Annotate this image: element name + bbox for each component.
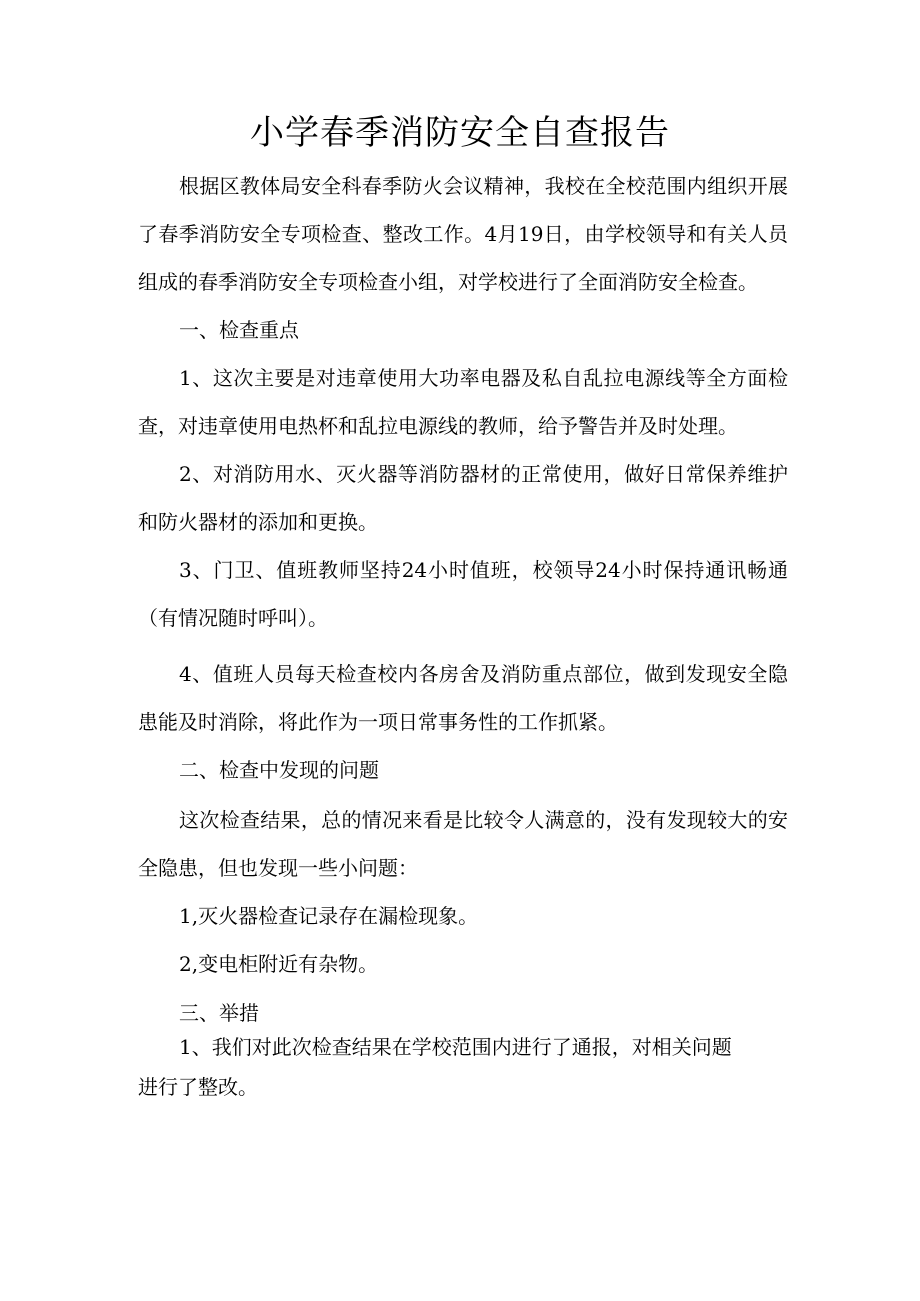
focus-item-2: 2、对消防用水、灭火器等消防器材的正常使用，做好日常保养维护和防火器材的添加和更换。: [138, 462, 788, 534]
intro-paragraph: 根据区教体局安全科春季防火会议精神，我校在全校范围内组织开展了春季消防安全专项检查、整改工作。4月19日，由学校领导和有关人员组成的春季消防安全专项检查小组，对学校进行了全面消防安全检查。: [138, 174, 788, 294]
focus-item-4: 4、值班人员每天检查校内各房舍及消防重点部位，做到发现安全隐患能及时消除，将此作为一项日常事务性的工作抓紧。: [138, 662, 788, 734]
problem-item-2: 2,变电柜附近有杂物。: [179, 952, 379, 976]
measure-item-1-continuation: 进行了整改。: [138, 1075, 258, 1099]
problems-summary-paragraph: 这次检查结果，总的情况来看是比较令人满意的，没有发现较大的安全隐患，但也发现一些小问题：: [138, 808, 788, 880]
section-heading-problems-found: 二、检查中发现的问题: [179, 758, 379, 782]
focus-item-3: 3、门卫、值班教师坚持24小时值班，校领导24小时保持通讯畅通（有情况随时呼叫）。: [138, 558, 788, 630]
problem-item-1: 1,灭火器检查记录存在漏检现象。: [179, 904, 479, 928]
section-heading-inspection-focus: 一、检查重点: [179, 318, 299, 342]
document-title: 小学春季消防安全自查报告: [250, 113, 670, 153]
measure-item-1: 1、我们对此次检查结果在学校范围内进行了通报，对相关问题: [179, 1035, 732, 1059]
focus-item-1: 1、这次主要是对违章使用大功率电器及私自乱拉电源线等全方面检查，对违章使用电热杯和乱拉电源线的教师，给予警告并及时处理。: [138, 366, 788, 438]
section-heading-measures: 三、举措: [179, 1001, 259, 1025]
